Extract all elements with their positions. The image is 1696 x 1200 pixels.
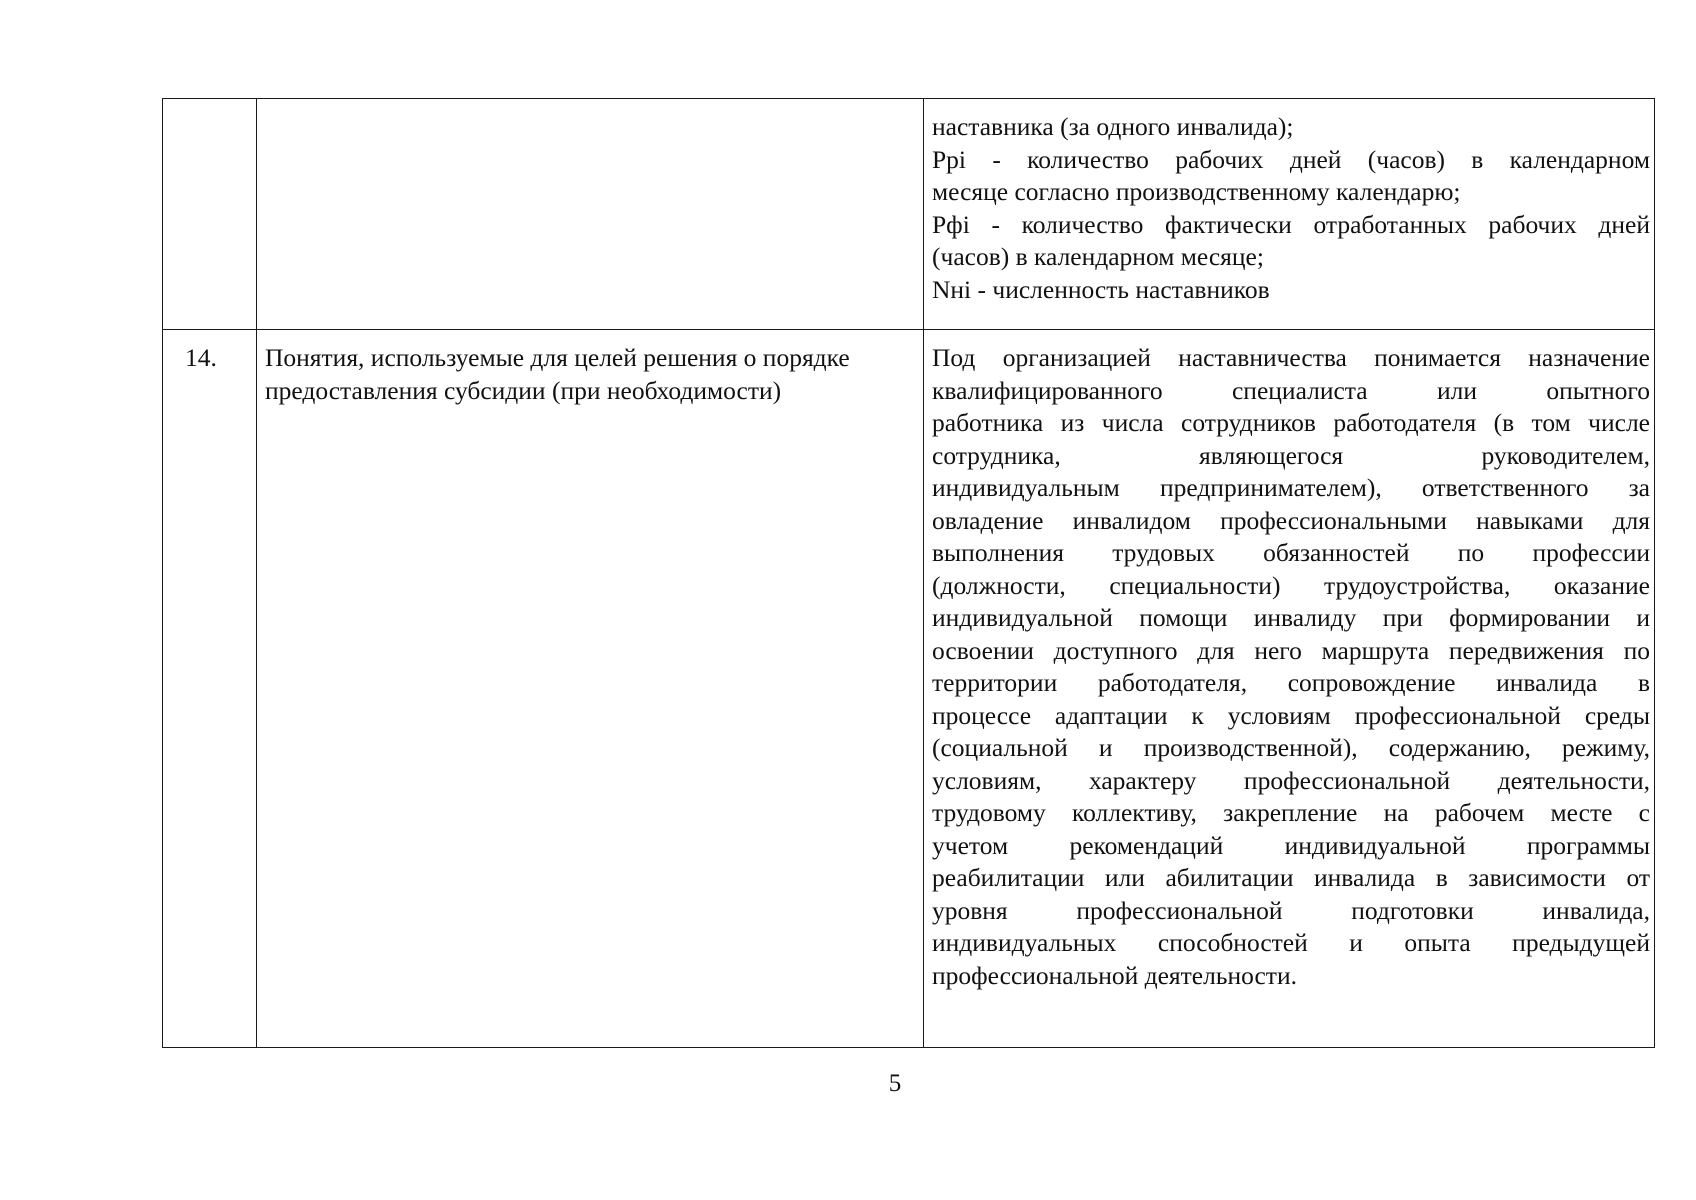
value-line: месяце согласно производственному календарю; [932, 177, 1461, 206]
value-line: Ррі - количество рабочих дней (часов) в календарном [932, 144, 1650, 174]
value-line: Под организацией наставничества понимается назначение [932, 343, 1650, 372]
value-line: учетом рекомендаций индивидуальной программы [932, 830, 1650, 860]
table-row [163, 330, 1655, 1048]
value-line: уровня профессиональной подготовки инвалида, [932, 895, 1650, 925]
value-line: условиям, характеру профессиональной деятельности, [932, 765, 1650, 795]
row-name-cell [257, 330, 924, 1048]
value-line: выполнения трудовых обязанностей по профессии [932, 538, 1650, 567]
value-line: индивидуальной помощи инвалиду при формировании и [932, 603, 1650, 632]
value-line: (должности, специальности) трудоустройства, оказание [932, 570, 1650, 600]
value-line: профессиональной деятельности. [932, 960, 1297, 990]
value-line: освоении доступного для него маршрута передвижения по [932, 635, 1650, 665]
value-line: квалифицированного специалиста или опытного [932, 375, 1650, 405]
value-line: территории работодателя, сопровождение инвалида в [932, 668, 1650, 697]
name-line: предоставления субсидии (при необходимости) [265, 375, 782, 405]
value-line: работника из числа сотрудников работодателя (в том числе [932, 408, 1650, 437]
table-row [163, 99, 1655, 330]
row-number-cell [163, 330, 257, 1048]
value-line: овладение инвалидом профессиональными навыками для [932, 505, 1650, 535]
value-line: реабилитации или абилитации инвалида в зависимости от [932, 863, 1650, 892]
row-number-cell [163, 99, 257, 330]
row-value-cell [924, 330, 1655, 1048]
value-line: наставника (за одного инвалида); [932, 112, 1294, 141]
content-table [162, 98, 1655, 1048]
row-value-cell [924, 99, 1655, 330]
value-line: индивидуальным предпринимателем), ответственного за [932, 473, 1650, 502]
name-line: Понятия, используемые для целей решения о порядке [265, 343, 850, 372]
value-line: (социальной и производственной), содержанию, режиму, [932, 733, 1650, 762]
row-number: 14. [185, 343, 217, 372]
value-line: процессе адаптации к условиям профессиональной среды [932, 700, 1650, 730]
value-line: индивидуальных способностей и опыта предыдущей [932, 928, 1650, 957]
row-name-cell [257, 99, 924, 330]
value-line: Рфі - количество фактически отработанных рабочих дней [932, 209, 1650, 239]
value-line: трудовому коллективу, закрепление на рабочем месте с [932, 798, 1650, 827]
page-number: 5 [888, 1070, 902, 1097]
value-line: (часов) в календарном месяце; [932, 242, 1264, 271]
value-line: Nні - численность наставников [932, 274, 1270, 304]
value-line: сотрудника, являющегося руководителем, [932, 440, 1650, 470]
